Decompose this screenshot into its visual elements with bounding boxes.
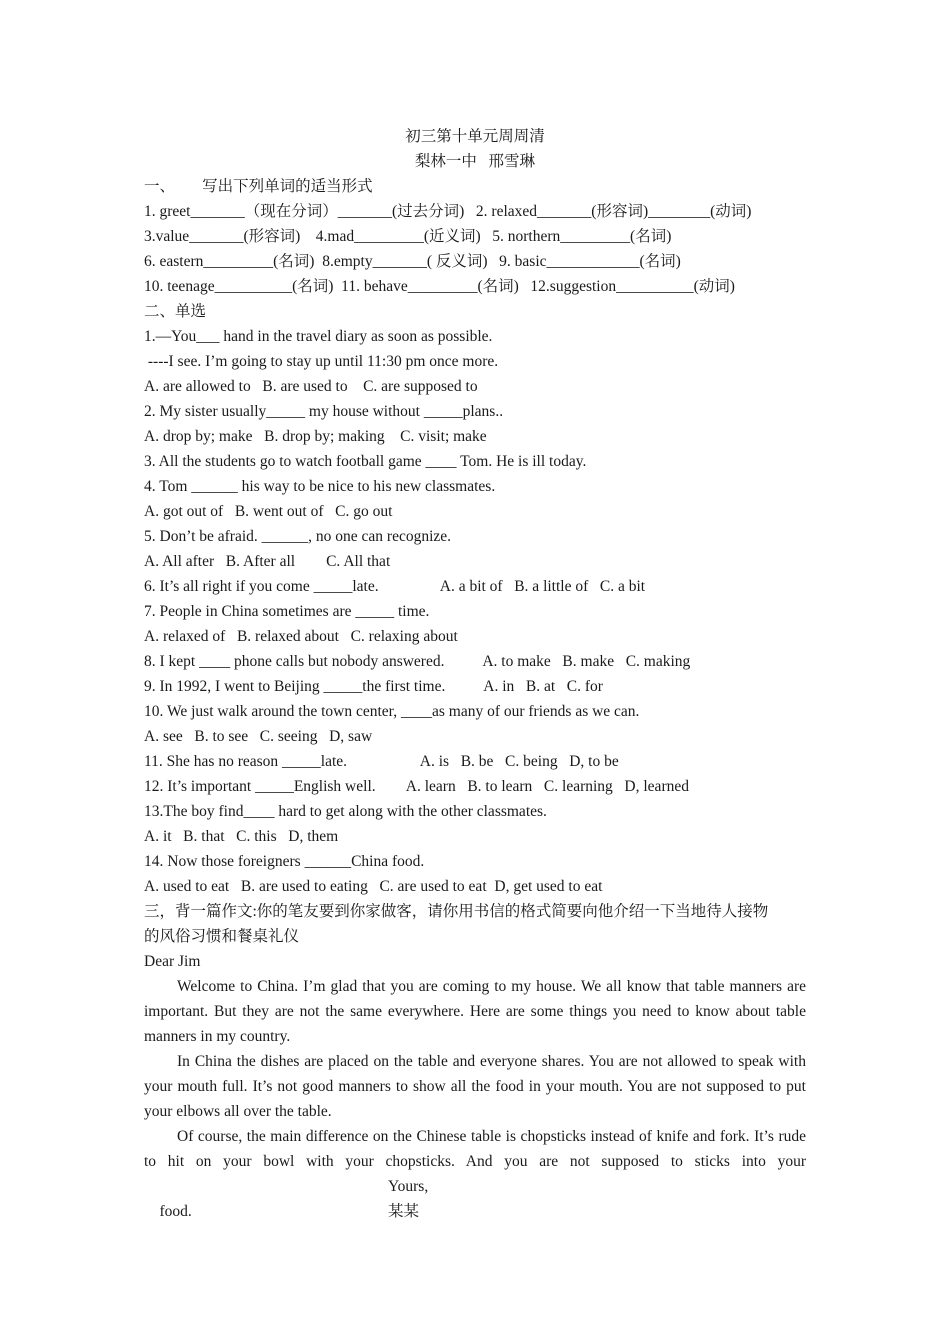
section-1-heading: 一、 写出下列单词的适当形式: [144, 178, 373, 195]
author-line: 梨林一中 邢雪琳: [414, 153, 536, 170]
letter-paragraph: Of course, the main difference on the Chinese table is chopsticks instead of knife and fork. It’s rude to hit on your bowl with your chopsticks. And you are not supposed to sticks into your: [144, 1128, 806, 1170]
section-2-heading: 二、单选: [144, 303, 207, 320]
page-title: 初三第十单元周周清: [405, 128, 545, 145]
letter-closing: Yours,: [388, 1178, 429, 1195]
word-form-line: 1. greet_______（现在分词）_______(过去分词) 2. relaxed_______(形容词)________(动词): [144, 203, 752, 220]
options-line: A. drop by; make B. drop by; making C. visit; make: [144, 428, 487, 445]
question-line: 11. She has no reason _____late. A. is B. be C. being D, to be: [144, 753, 619, 770]
letter-paragraph: Welcome to China. I’m glad that you are coming to my house. We all know that table manners are important. But they are not the same everywhere. Here are some things you need to know about table manners in my country.: [144, 978, 806, 1045]
letter-salutation: Dear Jim: [144, 953, 201, 970]
section-3-heading: 三，背一篇作文:你的笔友要到你家做客，请你用书信的格式简要向他介绍一下当地待人接物: [144, 903, 769, 920]
question-line: 6. It’s all right if you come _____late. A. a bit of B. a little of C. a bit: [144, 578, 646, 595]
options-line: A. got out of B. went out of C. go out: [144, 503, 393, 520]
question-line: 13.The boy find____ hard to get along with the other classmates.: [144, 803, 547, 820]
question-line: 14. Now those foreigners ______China food.: [144, 853, 425, 870]
question-line: ----I see. I’m going to stay up until 11:30 pm once more.: [144, 353, 499, 370]
question-line: 2. My sister usually_____ my house without _____plans..: [144, 403, 504, 420]
word-form-line: 6. eastern_________(名词) 8.empty_______( 反义词) 9. basic____________(名词): [144, 253, 681, 270]
options-line: A. see B. to see C. seeing D, saw: [144, 728, 373, 745]
question-line: 3. All the students go to watch football game ____ Tom. He is ill today.: [144, 453, 587, 470]
question-line: 10. We just walk around the town center, ____as many of our friends as we can.: [144, 703, 640, 720]
question-line: 8. I kept ____ phone calls but nobody answered. A. to make B. make C. making: [144, 653, 691, 670]
word-form-line: 10. teenage__________(名词) 11. behave_________(名词) 12.suggestion__________(动词): [144, 278, 735, 295]
question-line: 9. In 1992, I went to Beijing _____the first time. A. in B. at C. for: [144, 678, 603, 695]
section-3-heading-cont: 的风俗习惯和餐桌礼仪: [144, 928, 300, 945]
question-line: 12. It’s important _____English well. A. learn B. to learn C. learning D, learned: [144, 778, 689, 795]
question-line: 4. Tom ______ his way to be nice to his new classmates.: [144, 478, 496, 495]
question-line: 5. Don’t be afraid. ______, no one can recognize.: [144, 528, 452, 545]
letter-signature-row: [144, 1199, 806, 1224]
options-line: A. relaxed of B. relaxed about C. relaxing about: [144, 628, 458, 645]
options-line: A. are allowed to B. are used to C. are supposed to: [144, 378, 478, 395]
options-line: A. it B. that C. this D, them: [144, 828, 339, 845]
letter-paragraph: In China the dishes are placed on the table and everyone shares. You are not allowed to speak with your mouth full. It’s not good manners to show all the food in your mouth. You are not supposed to put your elbows all over the table.: [144, 1053, 806, 1120]
question-line: 1.—You___ hand in the travel diary as soon as possible.: [144, 328, 493, 345]
document-page: [144, 124, 806, 1224]
options-line: A. All after B. After all C. All that: [144, 553, 391, 570]
question-line: 7. People in China sometimes are _____ time.: [144, 603, 430, 620]
letter-signature: 某某: [388, 1203, 420, 1220]
options-line: A. used to eat B. are used to eating C. are used to eat D, get used to eat: [144, 878, 603, 895]
word-form-line: 3.value_______(形容词) 4.mad_________(近义词) 5. northern_________(名词): [144, 228, 672, 245]
letter-last-word: food.: [159, 1203, 192, 1220]
